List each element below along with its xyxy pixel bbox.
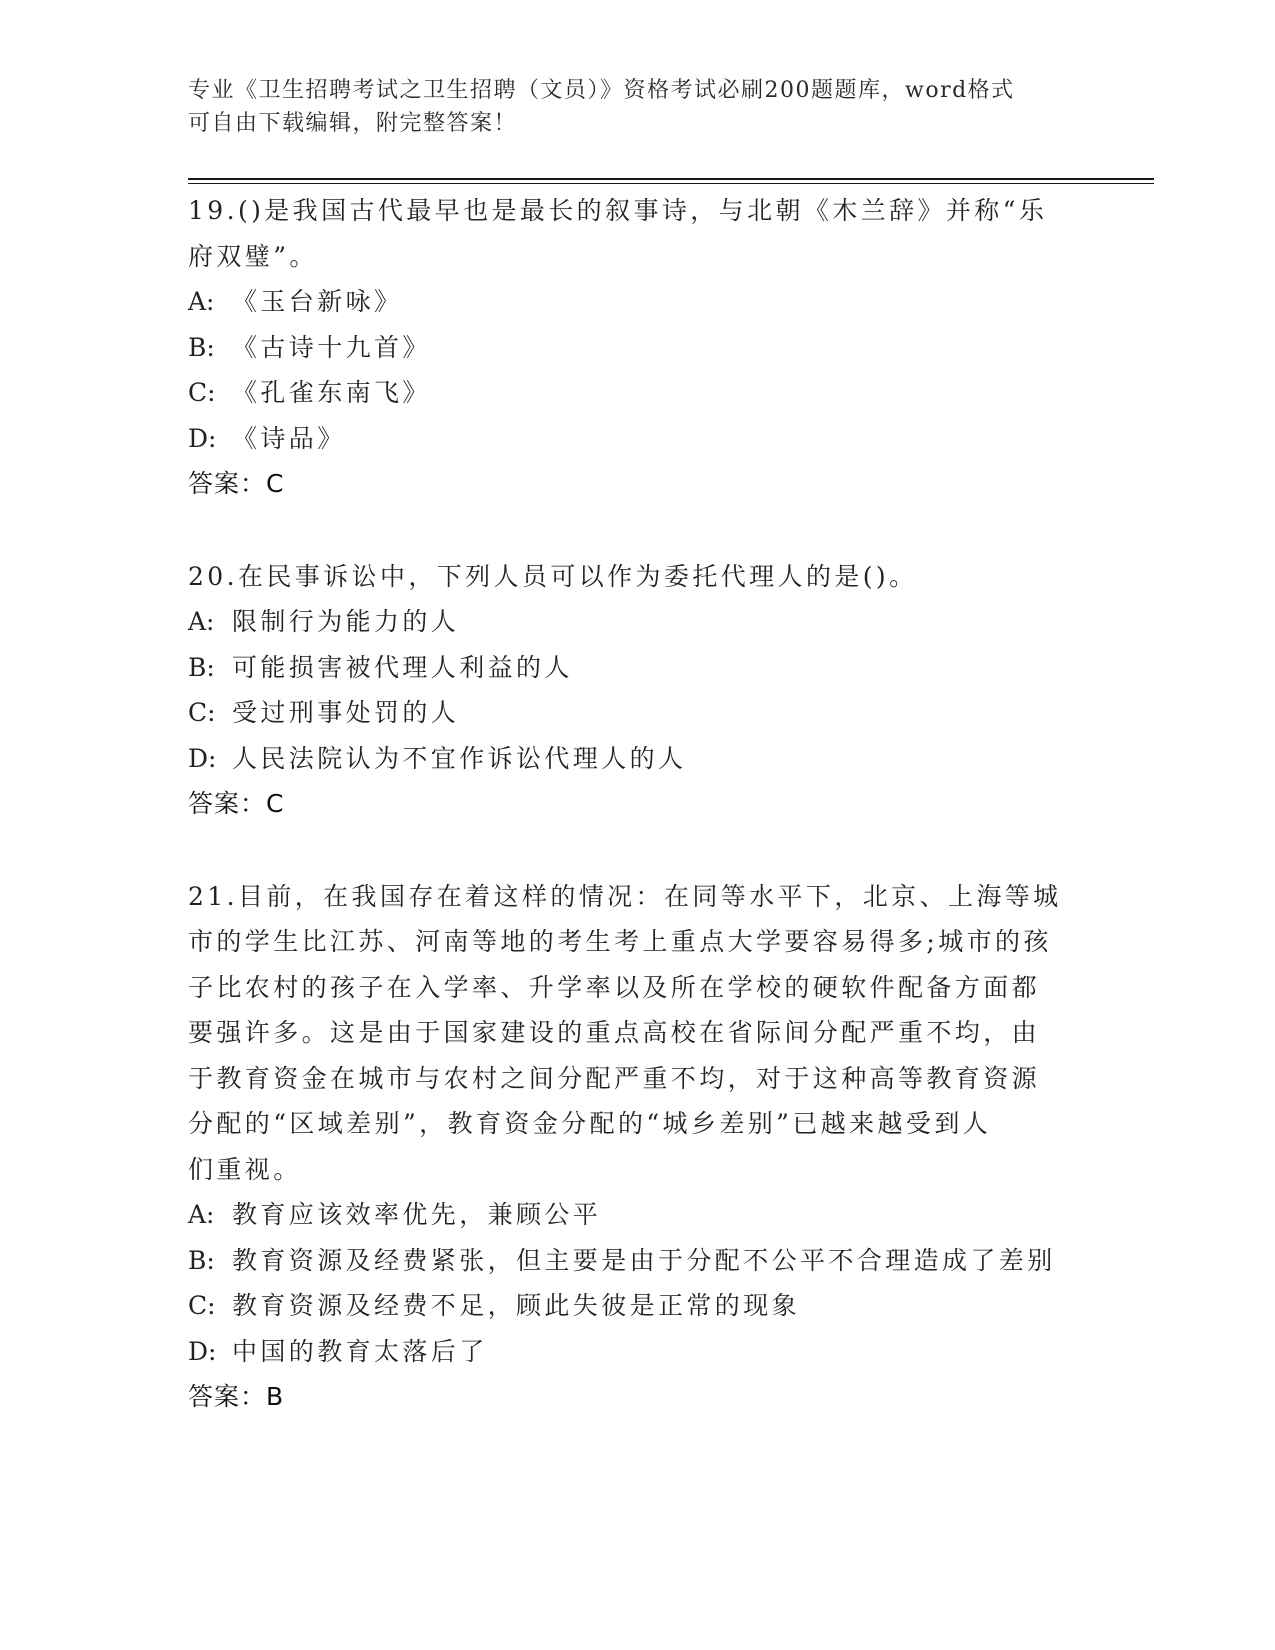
question-stem-line: 们重视。 — [188, 1154, 302, 1184]
option-a — [188, 1192, 1088, 1238]
option-letter: A: — [188, 607, 215, 636]
option-text: 教育应该效率优先，兼顾公平 — [232, 1200, 602, 1229]
document-header — [188, 74, 1068, 140]
option-c — [188, 690, 1088, 736]
question-20 — [188, 554, 1088, 827]
option-c — [188, 1283, 1088, 1329]
option-text: 教育资源及经费紧张，但主要是由于分配不公平不合理造成了差别 — [232, 1245, 1056, 1275]
question-list — [188, 188, 1088, 1420]
question-stem-line: 于教育资金在城市与农村之间分配严重不均，对于这种高等教育资源 — [188, 1063, 1041, 1093]
option-text: 《玉台新咏》 — [232, 287, 403, 316]
question-stem-line: 要强许多。这是由于国家建设的重点高校在省际间分配严重不均，由 — [188, 1018, 1041, 1047]
option-text: 教育资源及经费不足，顾此失彼是正常的现象 — [232, 1291, 801, 1320]
question-stem-line: 府双璧”。 — [188, 241, 318, 271]
option-letter: C: — [188, 698, 216, 727]
header-divider-thin — [188, 183, 1154, 184]
question-spacer — [188, 827, 1088, 874]
option-letter: B: — [188, 332, 215, 362]
option-a — [188, 599, 1088, 645]
answer-label: 答案：B — [188, 1382, 285, 1411]
option-text: 人民法院认为不宜作诉讼代理人的人 — [232, 743, 687, 773]
option-a — [188, 279, 1088, 325]
option-letter: C: — [188, 378, 216, 407]
question-stem-line: 子比农村的孩子在入学率、升学率以及所在学校的硬软件配备方面都 — [188, 972, 1041, 1002]
option-letter: C: — [188, 1291, 216, 1320]
option-text: 中国的教育太落后了 — [232, 1336, 488, 1366]
question-stem-line: 市的学生比江苏、河南等地的考生考上重点大学要容易得多;城市的孩 — [188, 927, 1052, 956]
option-text: 《诗品》 — [232, 423, 346, 453]
option-letter: A: — [188, 1200, 215, 1229]
option-text: 限制行为能力的人 — [232, 607, 460, 636]
option-letter: D: — [188, 1336, 217, 1366]
question-21 — [188, 874, 1088, 1420]
option-letter: D: — [188, 423, 217, 453]
option-letter: B: — [188, 652, 215, 682]
option-letter: B: — [188, 1245, 215, 1275]
option-b — [188, 1238, 1088, 1284]
option-text: 《古诗十九首》 — [232, 332, 431, 362]
option-text: 受过刑事处罚的人 — [232, 698, 460, 727]
answer-label: 答案：C — [188, 469, 285, 498]
answer-label: 答案：C — [188, 789, 285, 818]
question-stem-line: 20.在民事诉讼中，下列人员可以作为委托代理人的是()。 — [188, 561, 918, 591]
option-d — [188, 416, 1088, 462]
option-d — [188, 1329, 1088, 1375]
option-letter: A: — [188, 287, 215, 316]
question-stem-line: 21.目前，在我国存在着这样的情况：在同等水平下，北京、上海等城 — [188, 881, 1062, 911]
option-letter: D: — [188, 743, 217, 773]
question-stem-line: 分配的“区域差别”，教育资金分配的“城乡差别”已越来越受到人 — [188, 1109, 992, 1138]
header-line-1: 专业《卫生招聘考试之卫生招聘（文员）》资格考试必刷200题题库，word格式 — [188, 78, 1015, 103]
question-19 — [188, 188, 1088, 507]
option-b — [188, 325, 1088, 371]
option-text: 《孔雀东南飞》 — [232, 378, 431, 407]
question-spacer — [188, 507, 1088, 554]
option-d — [188, 736, 1088, 782]
option-c — [188, 370, 1088, 416]
option-text: 可能损害被代理人利益的人 — [232, 652, 573, 682]
option-b — [188, 645, 1088, 691]
header-divider-thick — [188, 178, 1154, 180]
header-line-2: 可自由下载编辑，附完整答案！ — [188, 111, 518, 136]
question-stem-line: 19.()是我国古代最早也是最长的叙事诗，与北朝《木兰辞》并称“乐 — [188, 196, 1048, 225]
